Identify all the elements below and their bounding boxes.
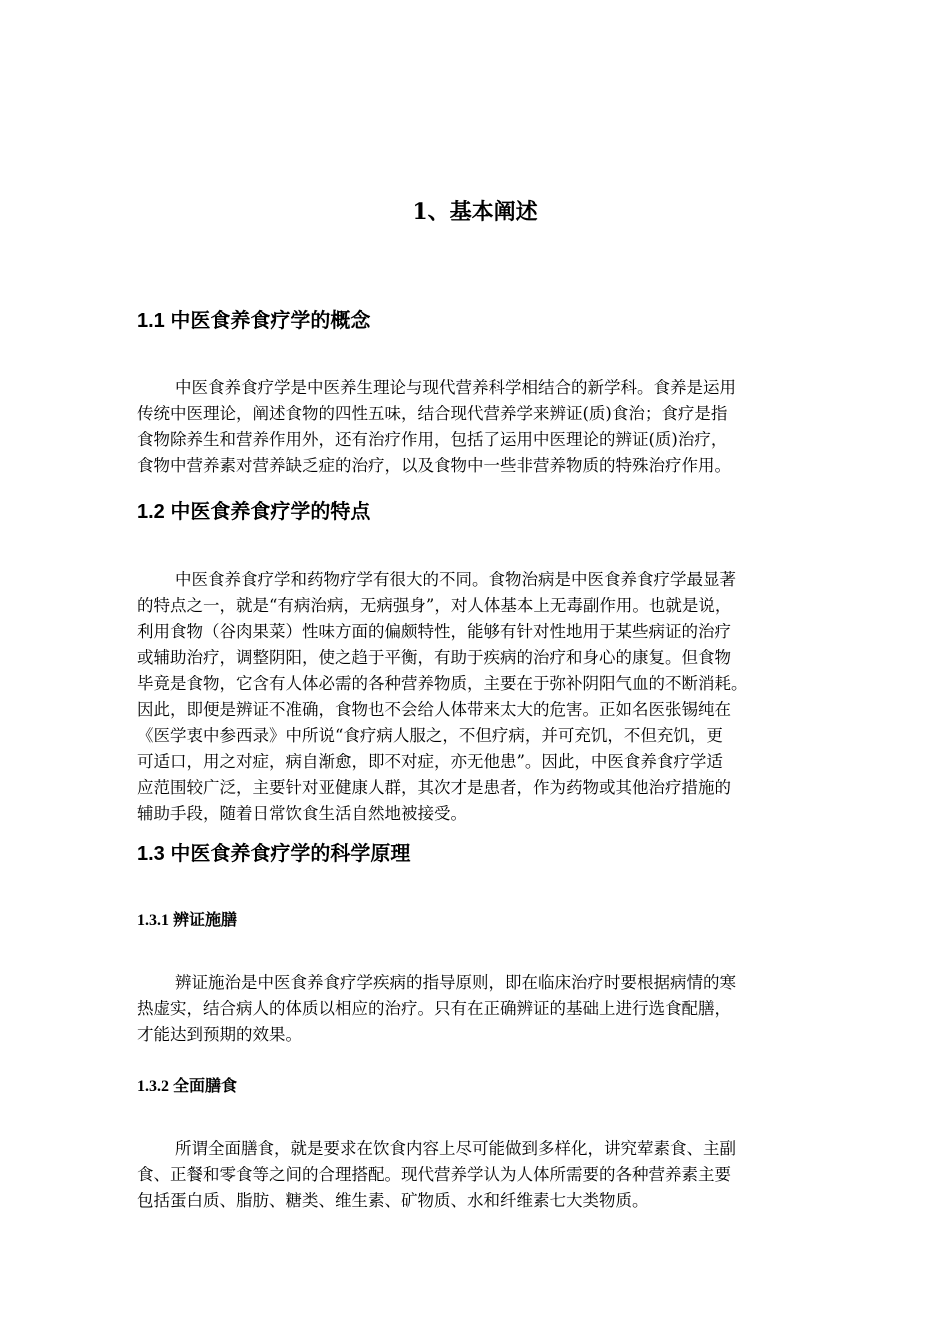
paragraph-line: 传统中医理论，阐述食物的四性五味，结合现代营养学来辨证(质)食治；食疗是指 [137,404,728,423]
paragraph-line: 中医食养食疗学和药物疗学有很大的不同。食物治病是中医食养食疗学最显著 [175,570,736,589]
paragraph-line: 毕竟是食物，它含有人体必需的各种营养物质，主要在于弥补阴阳气血的不断消耗。 [137,674,748,693]
section-heading-1-2: 1.2 中医食养食疗学的特点 [137,501,371,523]
paragraph-line: 可适口，用之对症，病自渐愈，即不对症，亦无他患”。因此，中医食养食疗学适 [137,752,723,771]
paragraph-line: 辨证施治是中医食养食疗学疾病的指导原则，即在临床治疗时要根据病情的寒 [175,973,736,992]
paragraph-line: 热虚实，结合病人的体质以相应的治疗。只有在正确辨证的基础上进行选食配膳， [137,999,731,1018]
paragraph-line: 中医食养食疗学是中医养生理论与现代营养科学相结合的新学科。食养是运用 [175,378,736,397]
subsection-1-3-1-paragraph [137,970,837,1048]
paragraph-line: 包括蛋白质、脂肪、糖类、维生素、矿物质、水和纤维素七大类物质。 [137,1191,649,1210]
paragraph-line: 利用食物（谷肉果菜）性味方面的偏颇特性，能够有针对性地用于某些病证的治疗 [137,622,731,641]
paragraph-line: 《医学衷中参西录》中所说“食疗病人服之，不但疗病，并可充饥，不但充饥，更 [137,726,723,745]
paragraph-line: 或辅助治疗，调整阴阳，使之趋于平衡，有助于疾病的治疗和身心的康复。但食物 [137,648,731,667]
section-1-2-paragraph [137,567,837,827]
paragraph-line: 才能达到预期的效果。 [137,1025,302,1044]
paragraph-line: 应范围较广泛，主要针对亚健康人群，其次才是患者，作为药物或其他治疗措施的 [137,778,731,797]
section-heading-1-1: 1.1 中医食养食疗学的概念 [137,310,371,332]
paragraph-line: 食物中营养素对营养缺乏症的治疗，以及食物中一些非营养物质的特殊治疗作用。 [137,456,731,475]
paragraph-line: 食物除养生和营养作用外，还有治疗作用，包括了运用中医理论的辨证(质)治疗， [137,430,728,449]
paragraph-line: 因此，即便是辨证不准确，食物也不会给人体带来太大的危害。正如名医张锡纯在 [137,700,731,719]
section-heading-1-3: 1.3 中医食养食疗学的科学原理 [137,843,411,865]
subsection-1-3-2-paragraph [137,1136,837,1214]
paragraph-line: 辅助手段，随着日常饮食生活自然地被接受。 [137,804,467,823]
paragraph-line: 的特点之一，就是“有病治病，无病强身”，对人体基本上无毒副作用。也就是说， [137,596,732,615]
subsection-heading-1-3-1: 1.3.1 辨证施膳 [137,912,238,929]
paragraph-line: 食、正餐和零食等之间的合理搭配。现代营养学认为人体所需要的各种营养素主要 [137,1165,731,1184]
subsection-heading-1-3-2: 1.3.2 全面膳食 [137,1078,238,1095]
chapter-title: 1、基本阐述 [412,199,538,225]
paragraph-line: 所谓全面膳食，就是要求在饮食内容上尽可能做到多样化，讲究荤素食、主副 [175,1139,736,1158]
section-1-1-paragraph [137,375,837,479]
